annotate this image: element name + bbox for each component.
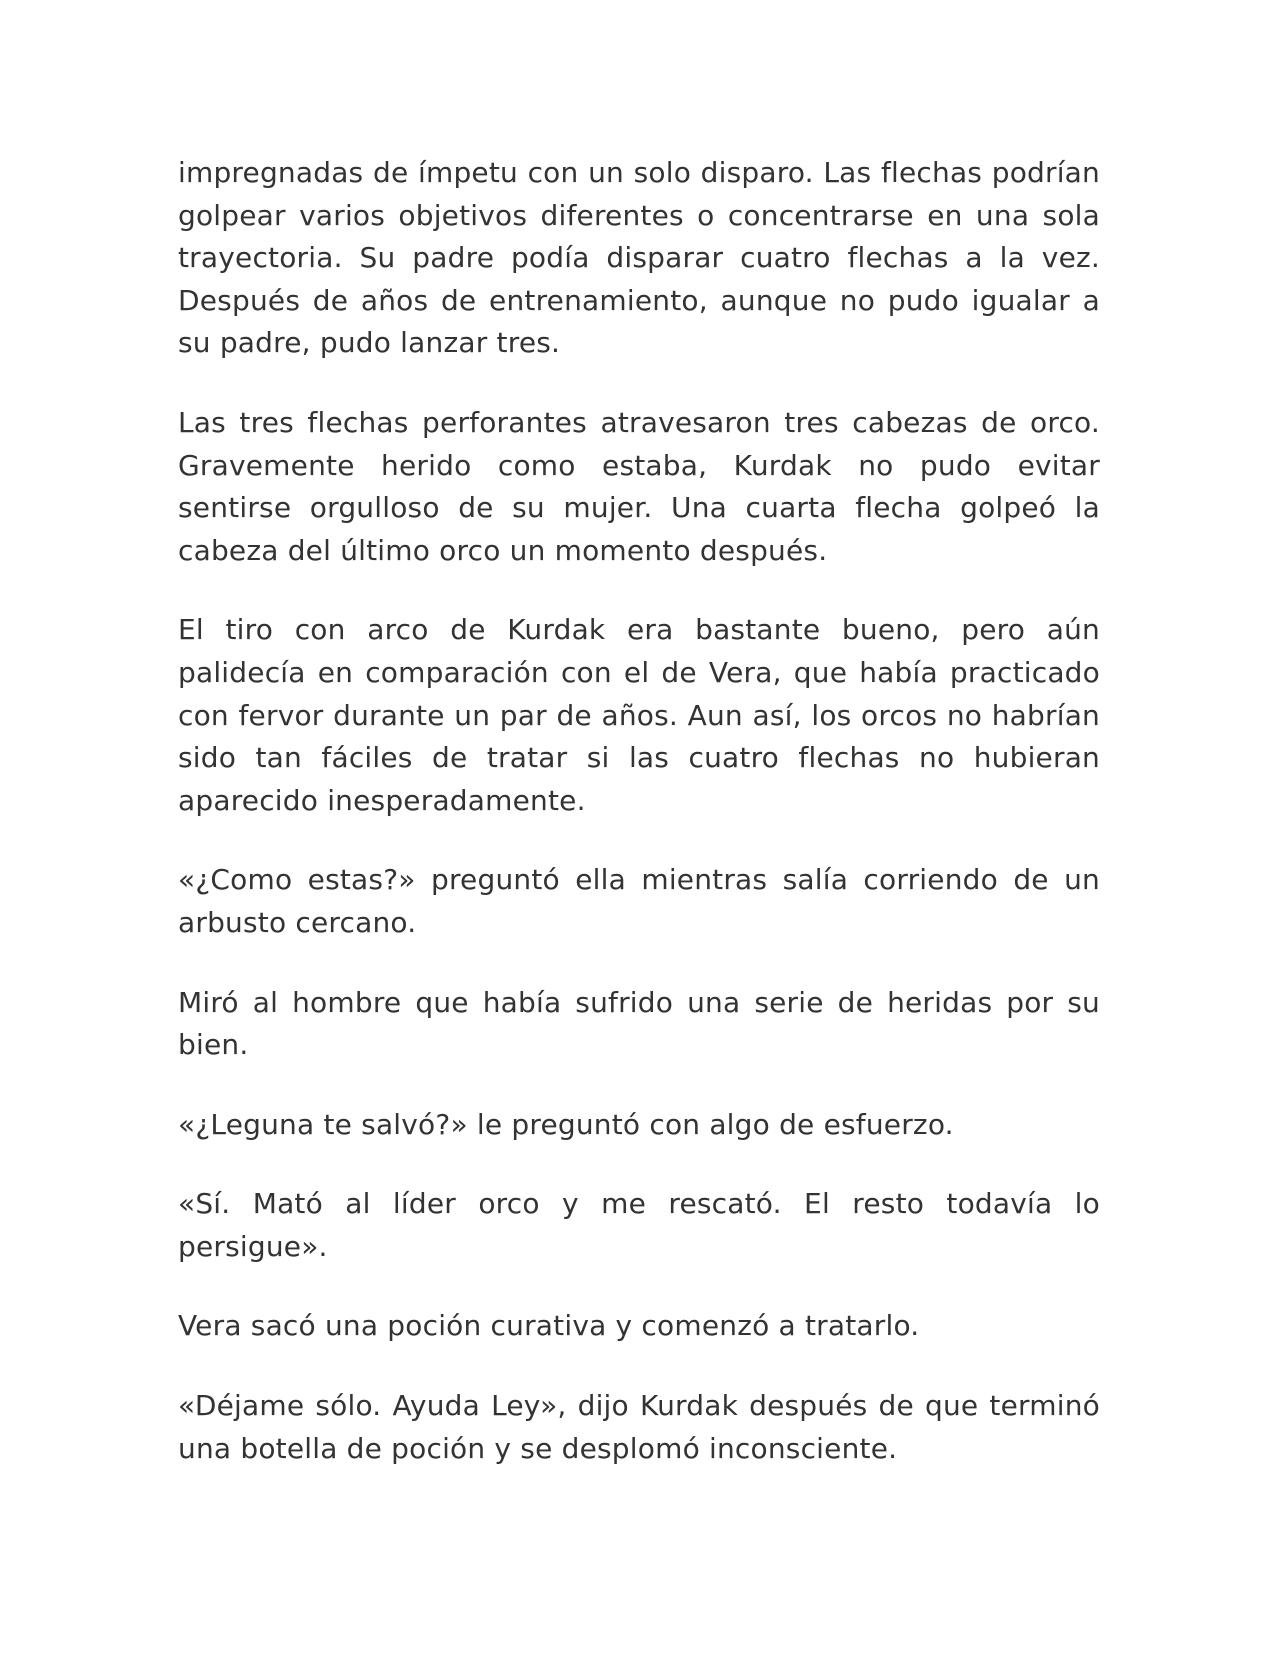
paragraph-2: Las tres flechas perforantes atravesaron tres cabezas de orco. Gravemente herido como estaba, Kurdak no pudo evitar sentirse orgulloso de su mujer. Una cuarta flecha golpeó la cabeza del último orco un momento después.: [178, 405, 1100, 567]
paragraph-8: Vera sacó una poción curativa y comenzó a tratarlo.: [178, 1309, 920, 1343]
document-body: [178, 152, 1100, 1470]
paragraph-7: «Sí. Mató al líder orco y me rescató. El resto todavía lo persigue».: [178, 1187, 1100, 1263]
paragraph-5: Miró al hombre que había sufrido una serie de heridas por su bien.: [178, 985, 1100, 1062]
paragraph-6: «¿Leguna te salvó?» le preguntó con algo de esfuerzo.: [178, 1107, 954, 1141]
paragraph-4: «¿Como estas?» preguntó ella mientras salía corriendo de un arbusto cercano.: [178, 863, 1100, 939]
paragraph-3: El tiro con arco de Kurdak era bastante bueno, pero aún palidecía en comparación con el de Vera, que había practicado con fervor durante un par de años. Aun así, los orcos no habrían sido tan fáciles de tratar si las cuatro flechas no hubieran aparecido inesperadamente.: [178, 613, 1100, 817]
paragraph-9: «Déjame sólo. Ayuda Ley», dijo Kurdak después de que terminó una botella de poción y se desplomó inconsciente.: [178, 1389, 1100, 1465]
paragraph-1: impregnadas de ímpetu con un solo disparo. Las flechas podrían golpear varios objetivos diferentes o concentrarse en una sola trayectoria. Su padre podía disparar cuatro flechas a la vez. Después de años de entrenamiento, aunque no pudo igualar a su padre, pudo lanzar tres.: [178, 156, 1100, 360]
